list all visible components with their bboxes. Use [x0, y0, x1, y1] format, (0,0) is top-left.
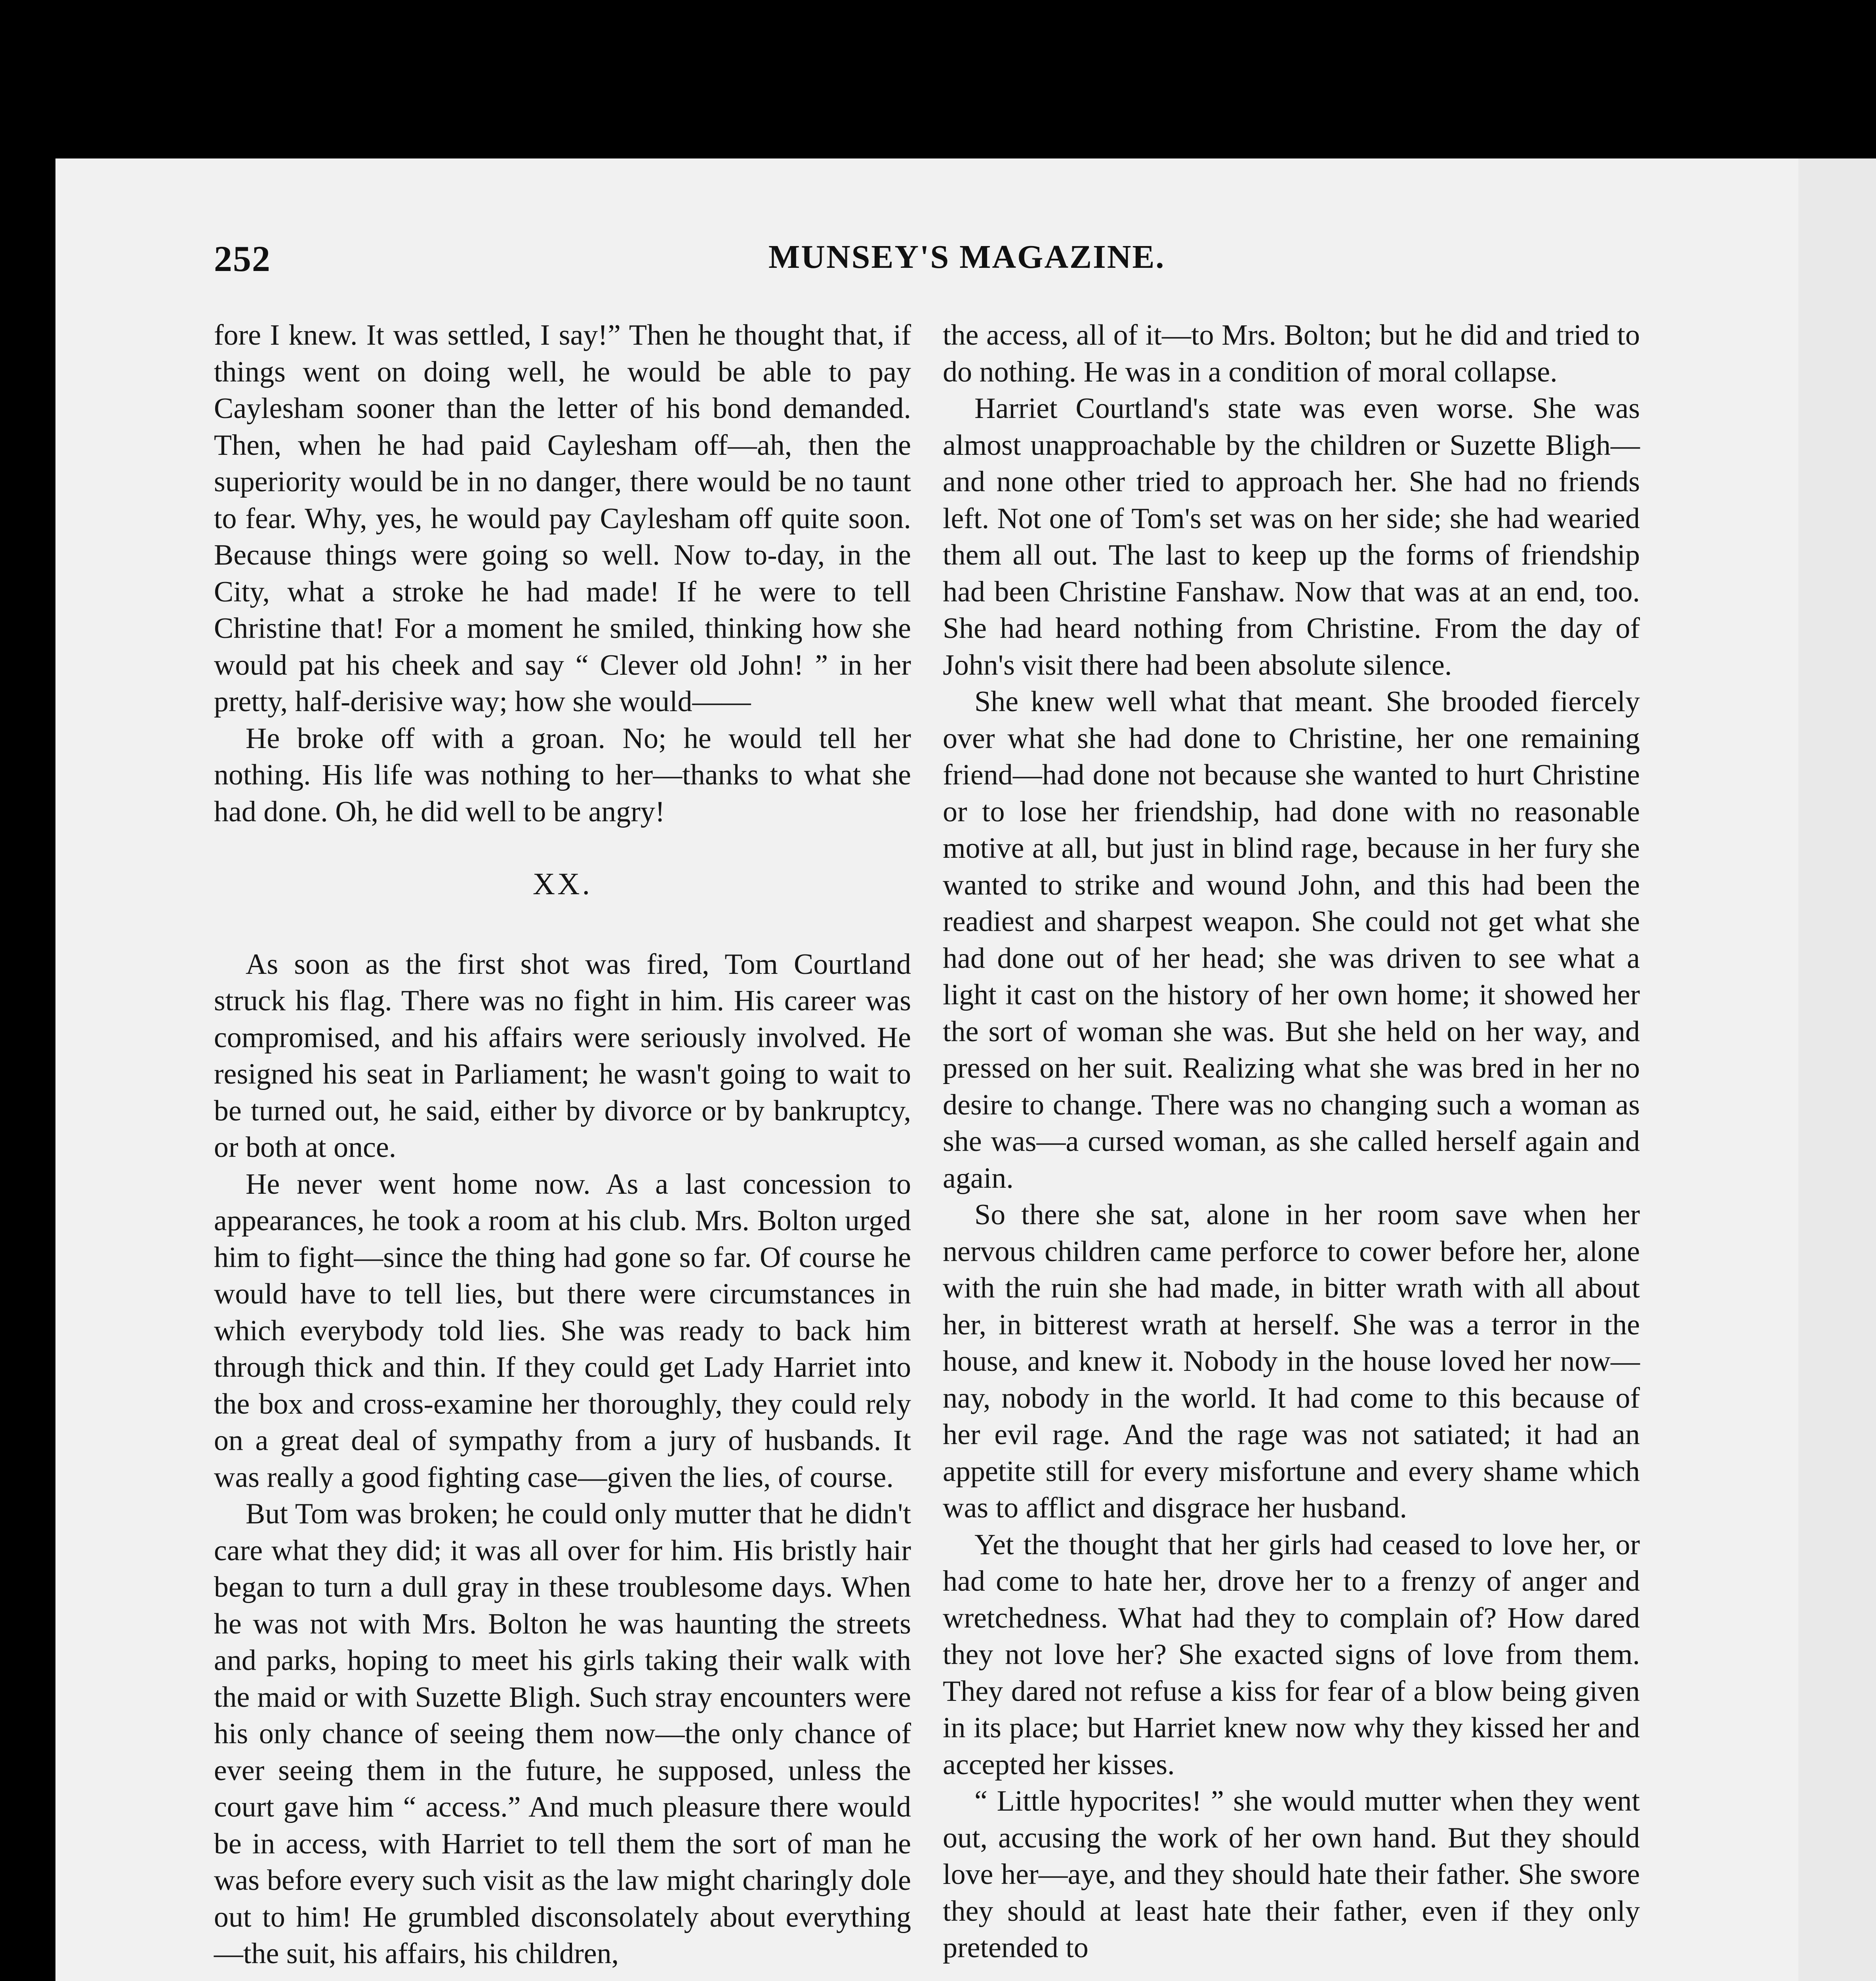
paragraph: So there she sat, alone in her room save when her nervous children came perforce to cower before her, alone with the ruin she had made, in bitter wrath with all about her, in bitterest wrath at herself. She was a terror in the house, and knew it. Nobody in the house loved her now—nay, nobody in the world. It had come to this because of her evil rage. And the rage was not satiated; it had an appetite still for every misfortune and every shame which was to afflict and disgrace her husband. [943, 1199, 1640, 1524]
left-column [214, 317, 911, 1972]
paragraph: He never went home now. As a last concession to appearances, he took a room at his club. Mrs. Bolton urged him to fight—since the thing had gone so far. Of course he would have to tell lies, but there were circumstances in which everybody told lies. She was ready to back him through thick and thin. If they could get Lady Harriet into the box and cross-examine her thoroughly, they could rely on a great deal of sympathy from a jury of husbands. It was really a good fighting case—given the lies, of course. [214, 1168, 911, 1494]
paragraph: But Tom was broken; he could only mutter that he didn't care what they did; it was all over for him. His bristly hair began to turn a dull gray in these troublesome days. When he was not with Mrs. Bolton he was haunting the streets and parks, hoping to meet his girls taking their walk with the maid or with Suzette Bligh. Such stray encounters were his only chance of seeing them now—the only chance of ever seeing them in the future, he supposed, unless the court gave him “ access.” And much pleasure there would be in access, with Harriet to tell them the sort of man he was before every such visit as the law might charingly dole out to him! He grumbled disconsolately about everything—the suit, his affairs, his children, [214, 1498, 911, 1970]
running-head: MUNSEY'S MAGAZINE. [768, 239, 1165, 275]
paragraph: He broke off with a groan. No; he would tell her nothing. His life was nothing to her—thanks to what she had done. Oh, he did well to be angry! [214, 722, 911, 828]
chapter-heading: XX. [532, 866, 593, 901]
paragraph: She knew well what that meant. She brooded fiercely over what she had done to Christine, her one remaining friend—had done not because she wanted to hurt Christine or to lose her friendship, had done with no reasonable motive at all, but just in blind rage, because in her fury she wanted to strike and wound John, and this had been the readiest and sharpest weapon. She could not get what she had done out of her head; she was driven to see what a light it cast on the history of her own home; it showed her the sort of woman she was. But she held on her way, and pressed on her suit. Realizing what she was bred in her no desire to change. There was no changing such a woman as she was—a cursed woman, as she called herself again and again. [943, 685, 1640, 1195]
paragraph: Harriet Courtland's state was even worse. She was almost unapproachable by the children or Suzette Bligh—and none other tried to approach her. She had no friends left. Not one of Tom's set was on her side; she had wearied them all out. The last to keep up the forms of friendship had been Christine Fanshaw. Now that was at an end, too. She had heard nothing from Christine. From the day of John's visit there had been absolute silence. [943, 392, 1640, 681]
right-column [943, 317, 1640, 1966]
page-number: 252 [214, 239, 271, 279]
paragraph: fore I knew. It was settled, I say!” Then he thought that, if things went on doing well, he would be able to pay Caylesham sooner than the letter of his bond demanded. Then, when he had paid Caylesham off—ah, then the superiority would be in no danger, there would be no taunt to fear. Why, yes, he would pay Caylesham off quite soon. Because things were going so well. Now to-day, in the City, what a stroke he had made! If he were to tell Christine that! For a moment he smiled, thinking how she would pat his cheek and say “ Clever old John! ” in her pretty, half-derisive way; how she would—— [214, 319, 911, 718]
adjacent-page-edge [1798, 158, 1876, 1981]
paragraph: Yet the thought that her girls had ceased to love her, or had come to hate her, drove her to a frenzy of anger and wretchedness. What had they to complain of? How dared they not love her? She exacted signs of love from them. They dared not refuse a kiss for fear of a blow being given in its place; but Harriet knew now why they kissed her and accepted her kisses. [943, 1528, 1640, 1781]
page-header [214, 238, 1680, 285]
paragraph: “ Little hypocrites! ” she would mutter when they went out, accusing the work of her own hand. But they should love her—aye, and they should hate their father. She swore they should at least hate their father, even if they only pretended to [943, 1785, 1640, 1964]
paragraph: As soon as the first shot was fired, Tom Courtland struck his flag. There was no fight in him. His career was compromised, and his affairs were seriously involved. He resigned his seat in Parliament; he wasn't going to wait to be turned out, he said, either by divorce or by bankruptcy, or both at once. [214, 948, 911, 1164]
paragraph: the access, all of it—to Mrs. Bolton; but he did and tried to do nothing. He was in a condition of moral collapse. [943, 319, 1640, 388]
magazine-page [55, 158, 1798, 1981]
